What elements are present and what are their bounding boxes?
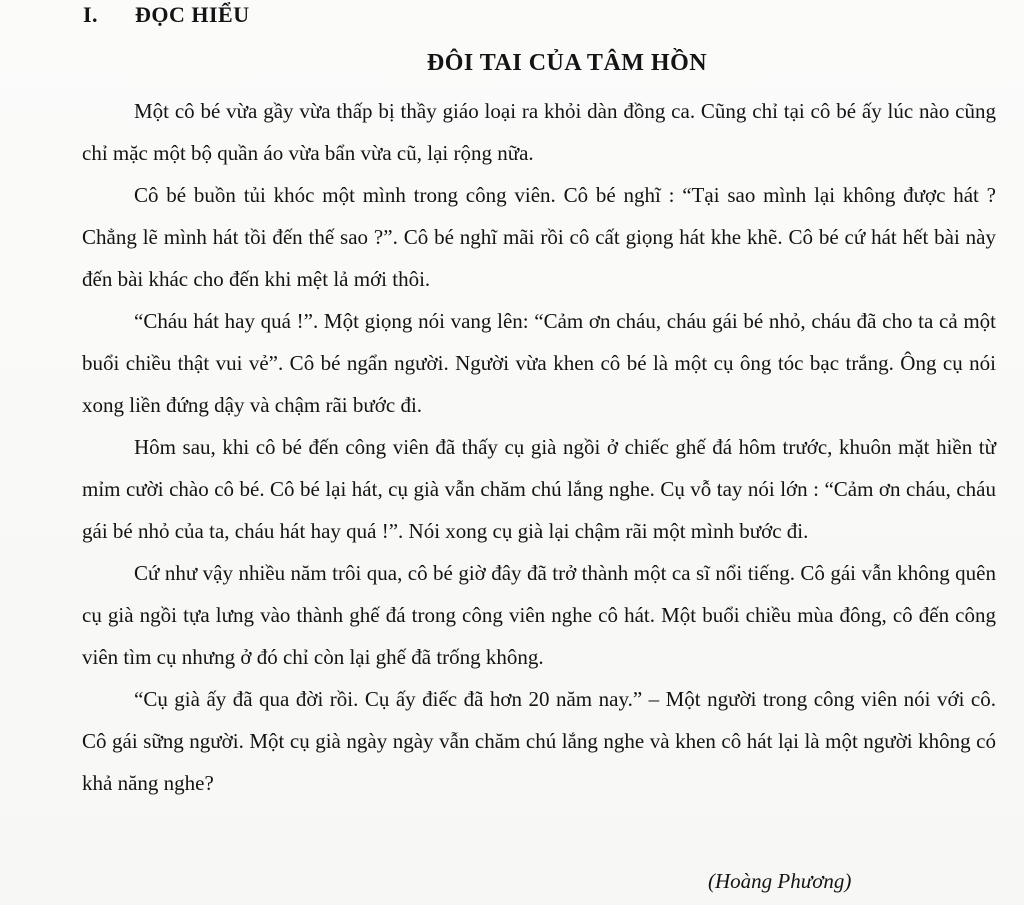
section-number: I. xyxy=(83,2,99,27)
author-attribution: (Hoàng Phương) xyxy=(708,869,852,893)
paragraph-1: Một cô bé vừa gầy vừa thấp bị thầy giáo loại ra khỏi dàn đồng ca. Cũng chỉ tại cô bé ấy lúc nào cũng chỉ mặc một bộ quần áo vừa bẩn vừa cũ, lại rộng nữa. xyxy=(82,99,996,165)
story-title: ĐÔI TAI CỦA TÂM HỒN xyxy=(426,50,708,76)
paragraph-6: “Cụ già ấy đã qua đời rồi. Cụ ấy điếc đã hơn 20 năm nay.” – Một người trong công viên nói với cô. Cô gái sững người. Một cụ già ngày ngày vẫn chăm chú lắng nghe và khen cô hát lại là một người không có khả năng nghe? xyxy=(82,687,996,795)
paragraph-4: Hôm sau, khi cô bé đến công viên đã thấy cụ già ngồi ở chiếc ghế đá hôm trước, khuôn mặt hiền từ mỉm cười chào cô bé. Cô bé lại hát, cụ già vẫn chăm chú lắng nghe. Cụ vỗ tay nói lớn : “Cảm ơn cháu, cháu gái bé nhỏ của ta, cháu hát hay quá !”. Nói xong cụ già lại chậm rãi một mình bước đi. xyxy=(82,435,996,543)
paragraph-3: “Cháu hát hay quá !”. Một giọng nói vang lên: “Cảm ơn cháu, cháu gái bé nhỏ, cháu đã cho ta cả một buổi chiều thật vui vẻ”. Cô bé ngẩn người. Người vừa khen cô bé là một cụ ông tóc bạc trắng. Ông cụ nói xong liền đứng dậy và chậm rãi bước đi. xyxy=(82,309,996,417)
paragraph-5: Cứ như vậy nhiều năm trôi qua, cô bé giờ đây đã trở thành một ca sĩ nổi tiếng. Cô gái vẫn không quên cụ già ngồi tựa lưng vào thành ghế đá trong công viên nghe cô hát. Một buổi chiều mùa đông, cô đến công viên tìm cụ nhưng ở đó chỉ còn lại ghế đã trống không. xyxy=(82,561,996,669)
section-title: ĐỌC HIỂU xyxy=(135,2,250,27)
story-body xyxy=(82,90,996,804)
section-heading xyxy=(83,2,250,28)
paragraph-2: Cô bé buồn tủi khóc một mình trong công viên. Cô bé nghĩ : “Tại sao mình lại không được hát ? Chẳng lẽ mình hát tồi đến thế sao ?”. Cô bé nghĩ mãi rồi cô cất giọng hát khe khẽ. Cô bé cứ hát hết bài này đến bài khác cho đến khi mệt lả mới thôi. xyxy=(82,183,996,291)
